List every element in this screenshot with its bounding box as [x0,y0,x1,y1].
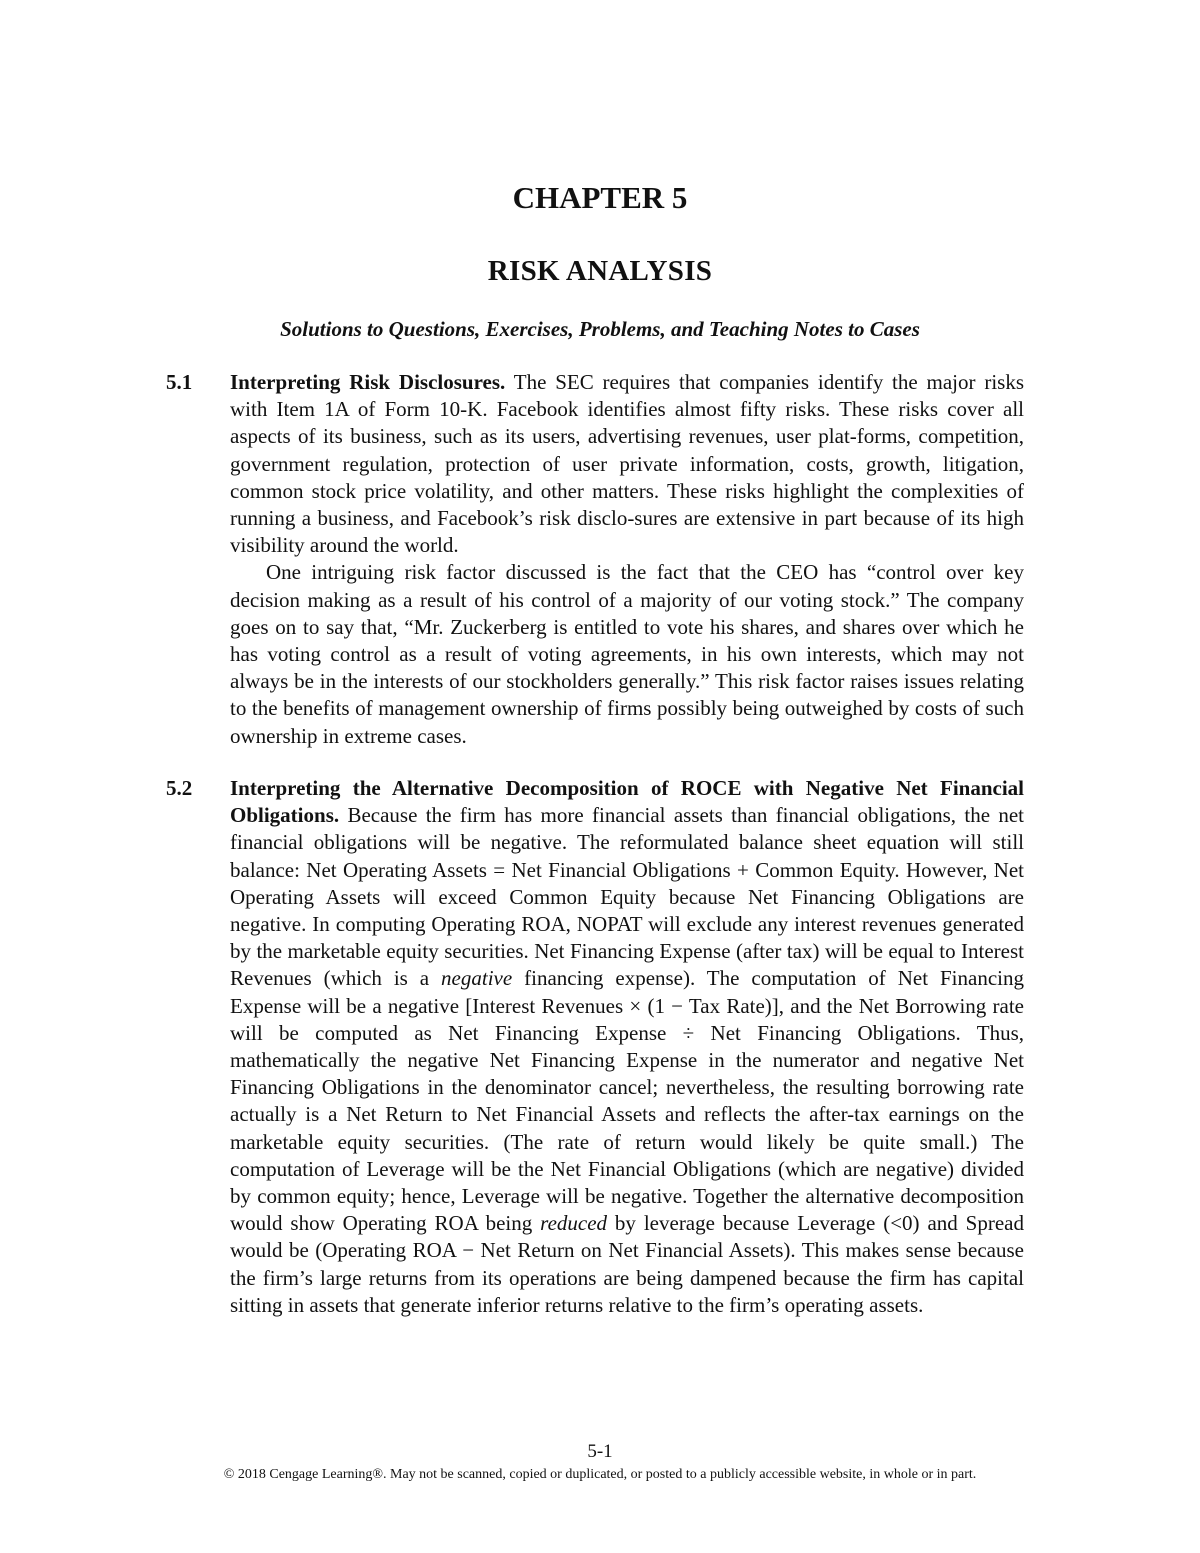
section-text: Because the firm has more financial assets than financial obligations, the net financial obligations will be negative. The reformulated balance sheet equation will still balance: Net Operating Assets = Net Financial Obligations + Common Equity. However, Net Operating Assets will exceed Common Equity because Net Financing Obligations are negative. In computing Operating ROA, NOPAT will exclude any interest revenues generated by the marketable equity securities. Net Financing Expense (after tax) will be equal to Interest Revenues (which is a [230,803,1024,991]
emphasis-text: negative [441,966,513,991]
section-5-1 [166,369,1024,750]
section-lead: Interpreting Risk Disclosures. [230,370,506,394]
section-text: The SEC requires that companies identify the major risks with Item 1A of Form 10-K. Facebook identifies almost fifty risks. These risks cover all aspects of its business, such as its users, advertising revenues, user plat-forms, competition, government regulation, protection of user private information, costs, growth, litigation, common stock price volatility, and other matters. These risks highlight the complexities of running a business, and Facebook’s risk disclo-sures are extensive in part because of its high visibility around the world. [230,370,1024,558]
section-body [230,369,1024,750]
page-number: 5-1 [587,1441,613,1462]
section-paragraph: One intriguing risk factor discussed is the fact that the CEO has “control over key decision making as a result of his control of a majority of our voting stock.” The company goes on to say that, “Mr. Zuckerberg is entitled to vote his shares, and shares over which he has voting control as a result of voting agreements, in his own interests, which may not always be in the interests of our stockholders generally.” This risk factor raises issues relating to the benefits of management ownership of firms possibly being outweighed by costs of such ownership in extreme cases. [230,560,1024,748]
section-text: by leverage because Leverage (<0) and Spread would be (Operating ROA − Net Return on Net Financial Assets). This makes sense because the firm’s large returns from its operations are being dampened because the firm has capital sitting in assets that generate inferior returns relative to the firm’s operating assets. [230,1211,1024,1317]
section-number: 5.2 [166,776,193,800]
chapter-subheading: Solutions to Questions, Exercises, Problems, and Teaching Notes to Cases [280,317,920,341]
copyright-notice: © 2018 Cengage Learning®. May not be scanned, copied or duplicated, or posted to a publicly accessible website, in whole or in part. [223,1467,977,1482]
section-paragraph [230,775,1024,1319]
chapter-title: RISK ANALYSIS [487,255,713,287]
section-number: 5.1 [166,370,193,394]
section-text: financing expense). The computation of Net Financing Expense will be a negative [Interest Revenues × (1 − Tax Rate)], and the Net Borrowing rate will be computed as Net Financing Expense ÷ Net Financing Obligations. Thus, mathematically the negative Net Financing Expense in the numerator and negative Net Financing Obligations in the denominator cancel; nevertheless, the resulting borrowing rate actually is a Net Return to Net Financial Assets and reflects the after-tax earnings on the marketable equity securities. (The rate of return would likely be quite small.) The computation of Leverage will be the Net Financial Obligations (which are negative) divided by common equity; hence, Leverage will be negative. Together the alternative decomposition would show Operating ROA being [230,966,1024,1236]
section-5-2 [166,775,1024,1319]
chapter-heading: CHAPTER 5 [512,180,688,215]
section-lead: Interpreting the Alternative Decomposition of ROCE with Negative Net Financial Obligations. [230,776,1024,828]
section-body [230,775,1024,1319]
emphasis-text: reduced [540,1211,608,1236]
section-paragraph [230,369,1024,559]
